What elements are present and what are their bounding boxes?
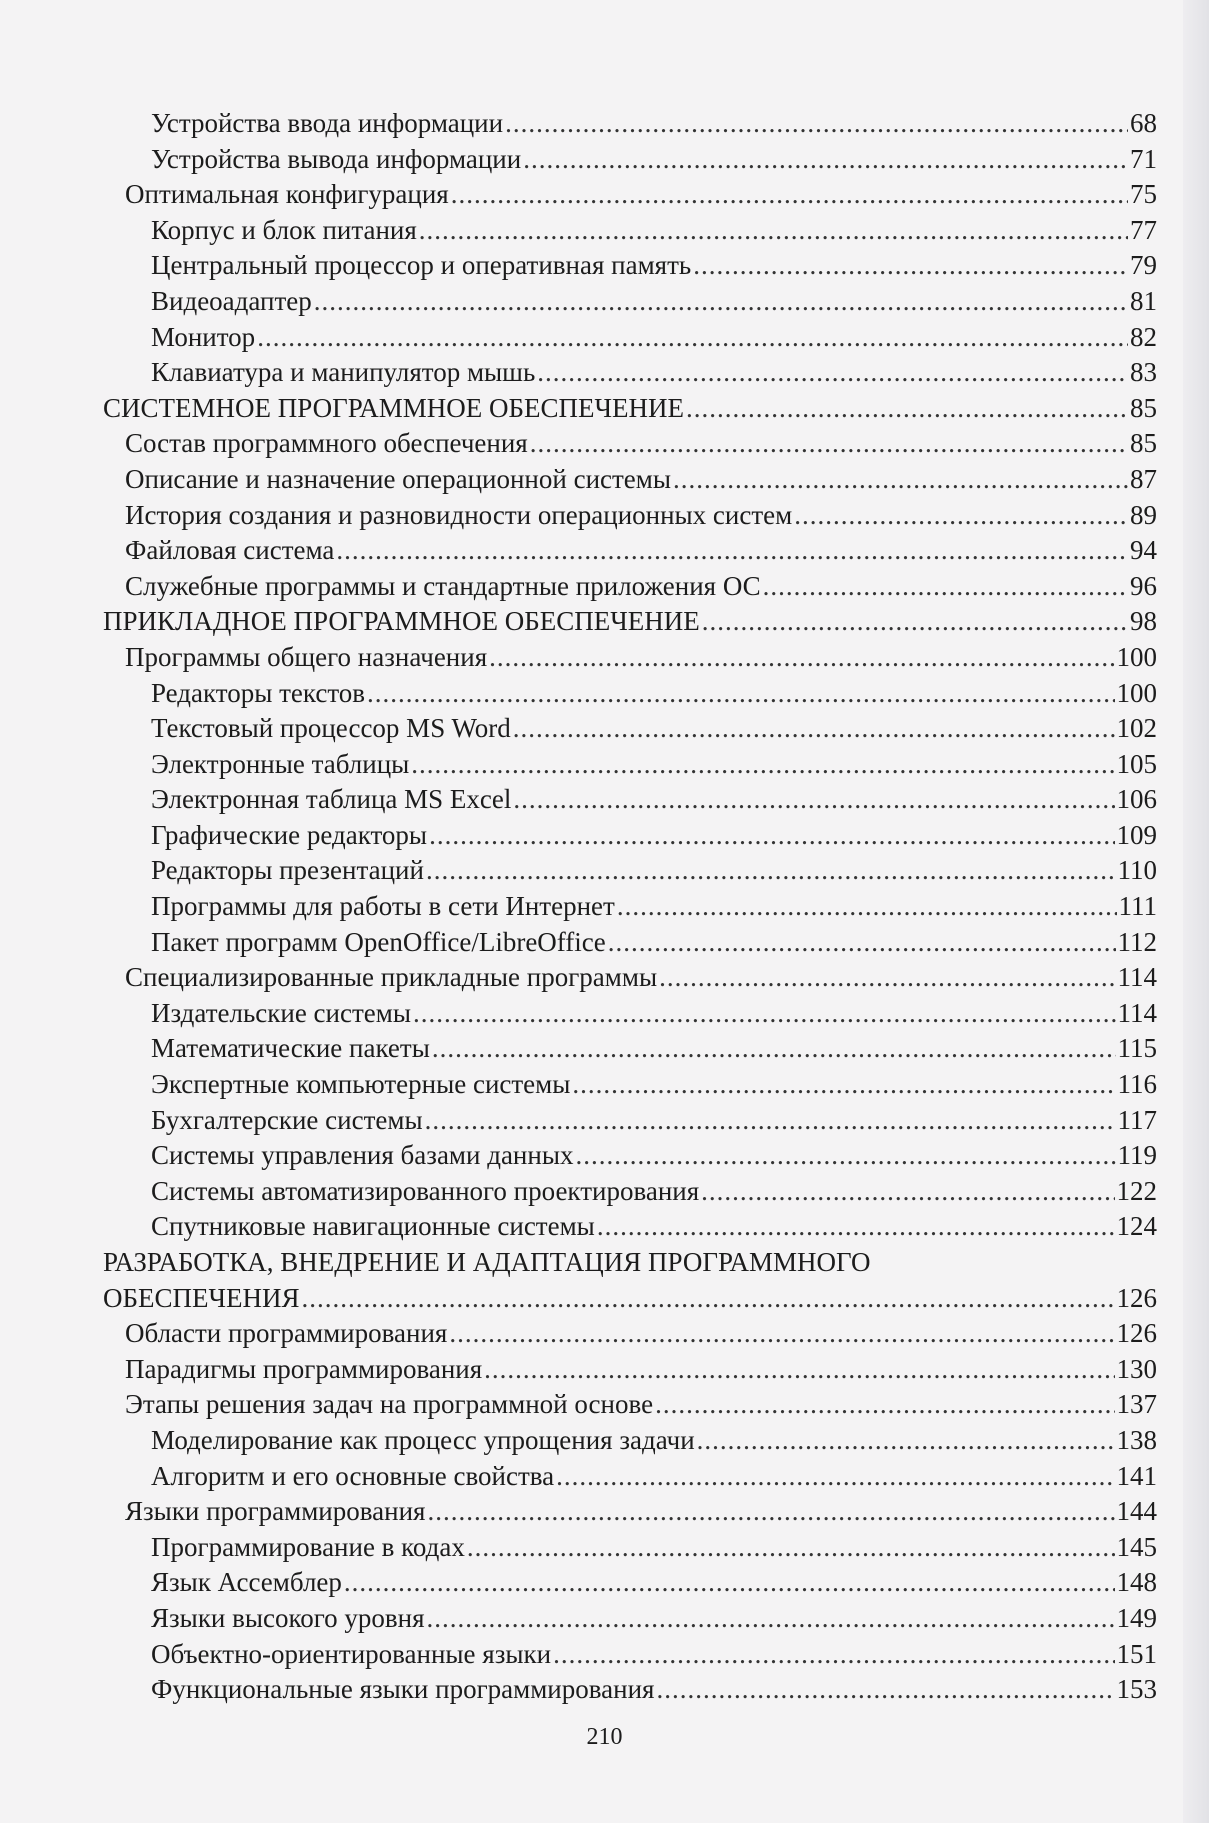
toc-entry-page: 109 — [1116, 819, 1157, 850]
dot-leader — [553, 1637, 1114, 1673]
toc-entry-page: 117 — [1117, 1104, 1157, 1135]
dot-leader — [302, 1281, 1115, 1317]
toc-entry-title: Спутниковые навигационные системы — [151, 1211, 595, 1242]
toc-entry-page: 151 — [1116, 1638, 1157, 1669]
toc-entry — [103, 853, 1157, 889]
toc-entry — [103, 1494, 1157, 1530]
toc-entry-page: 98 — [1130, 606, 1157, 637]
toc-entry-title: Корпус и блок питания — [151, 214, 417, 245]
dot-leader — [467, 1530, 1115, 1566]
table-of-contents — [103, 106, 1157, 1708]
dot-leader — [556, 1459, 1114, 1495]
toc-entry-page: 75 — [1130, 179, 1157, 210]
toc-entry-page: 96 — [1130, 570, 1157, 601]
toc-entry-title: История создания и разновидности операционных систем — [125, 499, 793, 530]
dot-leader — [411, 747, 1114, 783]
toc-entry-page: 105 — [1116, 748, 1157, 779]
toc-entry-page: 85 — [1130, 392, 1157, 423]
dot-leader — [537, 355, 1128, 391]
toc-entry — [103, 569, 1157, 605]
toc-entry-page: 126 — [1116, 1282, 1157, 1313]
dot-leader — [257, 320, 1128, 356]
toc-entry — [103, 640, 1157, 676]
toc-entry — [103, 711, 1157, 747]
toc-entry-title: Электронная таблица MS Excel — [151, 784, 512, 815]
toc-entry-title: Языки программирования — [125, 1496, 426, 1527]
toc-entry — [103, 106, 1157, 142]
toc-entry-title: Служебные программы и стандартные приложения ОС — [125, 570, 761, 601]
dot-leader — [686, 391, 1128, 427]
toc-entry-title: Математические пакеты — [151, 1033, 430, 1064]
dot-leader — [794, 498, 1128, 534]
toc-entry-page: 85 — [1130, 428, 1157, 459]
toc-entry-title: Состав программного обеспечения — [125, 428, 528, 459]
dot-leader — [617, 889, 1117, 925]
toc-entry-page: 122 — [1116, 1175, 1157, 1206]
dot-leader — [432, 1031, 1116, 1067]
toc-entry-title: Издательские системы — [151, 997, 411, 1028]
dot-leader — [701, 1174, 1114, 1210]
toc-entry-page: 124 — [1116, 1211, 1157, 1242]
toc-entry-title: СИСТЕМНОЕ ПРОГРАММНОЕ ОБЕСПЕЧЕНИЕ — [103, 392, 685, 423]
dot-leader — [697, 1423, 1115, 1459]
toc-entry-page: 145 — [1116, 1531, 1157, 1562]
toc-entry — [103, 1423, 1157, 1459]
toc-entry — [103, 1209, 1157, 1245]
dot-leader — [608, 925, 1116, 961]
toc-entry — [103, 925, 1157, 961]
toc-entry-page: 81 — [1130, 285, 1157, 316]
toc-entry — [103, 213, 1157, 249]
toc-entry — [103, 960, 1157, 996]
toc-entry-page: 138 — [1116, 1424, 1157, 1455]
dot-leader — [513, 711, 1115, 747]
toc-entry-page: 130 — [1116, 1353, 1157, 1384]
toc-entry — [103, 676, 1157, 712]
toc-entry-title: Объектно-ориентированные языки — [151, 1638, 552, 1669]
toc-entry — [103, 355, 1157, 391]
toc-entry — [103, 1031, 1157, 1067]
dot-leader — [575, 1138, 1115, 1174]
dot-leader — [426, 853, 1116, 889]
toc-entry — [103, 248, 1157, 284]
toc-entry-title: Программирование в кодах — [151, 1531, 465, 1562]
toc-entry — [103, 1637, 1157, 1673]
toc-entry — [103, 142, 1157, 178]
toc-entry-title: Системы управления базами данных — [151, 1140, 574, 1171]
dot-leader — [314, 284, 1128, 320]
toc-entry-page: 112 — [1117, 926, 1157, 957]
dot-leader — [505, 106, 1128, 142]
toc-entry — [103, 284, 1157, 320]
toc-entry-title: Программы общего назначения — [125, 641, 488, 672]
toc-entry — [103, 426, 1157, 462]
toc-entry-title: Графические редакторы — [151, 819, 428, 850]
toc-entry-title: Системы автоматизированного проектирования — [151, 1175, 700, 1206]
toc-entry-title: Текстовый процессор MS Word — [151, 713, 511, 744]
dot-leader — [656, 1672, 1114, 1708]
toc-entry-page: 82 — [1130, 321, 1157, 352]
toc-entry — [103, 462, 1157, 498]
toc-entry — [103, 996, 1157, 1032]
toc-entry-title: Экспертные компьютерные системы — [151, 1069, 571, 1100]
toc-entry-title: Функциональные языки программирования — [151, 1674, 655, 1705]
toc-entry — [103, 1387, 1157, 1423]
dot-leader — [484, 1352, 1114, 1388]
dot-leader — [429, 818, 1114, 854]
toc-entry-page: 102 — [1116, 713, 1157, 744]
toc-entry-page: 100 — [1116, 641, 1157, 672]
toc-entry — [103, 1103, 1157, 1139]
toc-entry-page: 141 — [1116, 1460, 1157, 1491]
dot-leader — [597, 1209, 1115, 1245]
toc-entry-title: Моделирование как процесс упрощения задачи — [151, 1424, 695, 1455]
toc-entry — [103, 1174, 1157, 1210]
toc-entry — [103, 818, 1157, 854]
toc-entry-page: 100 — [1116, 677, 1157, 708]
toc-entry-page: 114 — [1117, 997, 1157, 1028]
toc-entry — [103, 782, 1157, 818]
toc-entry-page: 153 — [1116, 1674, 1157, 1705]
toc-entry — [103, 1352, 1157, 1388]
toc-entry-title: Электронные таблицы — [151, 748, 410, 779]
toc-entry — [103, 1245, 1157, 1281]
toc-entry-title: Редакторы текстов — [151, 677, 366, 708]
toc-entry-page: 114 — [1117, 962, 1157, 993]
dot-leader — [489, 640, 1114, 676]
toc-entry-title: Языки высокого уровня — [151, 1602, 425, 1633]
toc-entry-page: 94 — [1130, 535, 1157, 566]
toc-entry-title: Области программирования — [125, 1318, 448, 1349]
toc-entry — [103, 1601, 1157, 1637]
toc-entry-title: Бухгалтерские системы — [151, 1104, 423, 1135]
dot-leader — [449, 1316, 1114, 1352]
toc-entry-title: Программы для работы в сети Интернет — [151, 891, 615, 922]
toc-entry-title: Специализированные прикладные программы — [125, 962, 658, 993]
dot-leader — [425, 1103, 1116, 1139]
toc-entry-page: 149 — [1116, 1602, 1157, 1633]
dot-leader — [702, 604, 1128, 640]
dot-leader — [763, 569, 1128, 605]
toc-entry-title: Устройства вывода информации — [151, 143, 522, 174]
toc-entry-page: 126 — [1116, 1318, 1157, 1349]
dot-leader — [413, 996, 1116, 1032]
toc-entry — [103, 1067, 1157, 1103]
toc-entry-page: 106 — [1116, 784, 1157, 815]
dot-leader — [530, 426, 1128, 462]
toc-entry-title: Пакет программ OpenOffice/LibreOffice — [151, 926, 606, 957]
dot-leader — [427, 1601, 1115, 1637]
toc-entry-page: 119 — [1117, 1140, 1157, 1171]
toc-entry — [103, 1565, 1157, 1601]
dot-leader — [673, 462, 1128, 498]
toc-entry — [103, 498, 1157, 534]
dot-leader — [344, 1565, 1115, 1601]
toc-entry-title: ОБЕСПЕЧЕНИЯ — [103, 1282, 300, 1313]
toc-entry — [103, 533, 1157, 569]
toc-entry-page: 87 — [1130, 463, 1157, 494]
toc-entry-title: Язык Ассемблер — [151, 1567, 342, 1598]
toc-entry-page: 79 — [1130, 250, 1157, 281]
dot-leader — [367, 676, 1114, 712]
toc-entry-page: 115 — [1117, 1033, 1157, 1064]
page-edge-shadow — [1183, 0, 1209, 1823]
toc-entry-page: 77 — [1130, 214, 1157, 245]
toc-entry — [103, 1459, 1157, 1495]
toc-entry-title: Алгоритм и его основные свойства — [151, 1460, 555, 1491]
toc-entry — [103, 1672, 1157, 1708]
dot-leader — [336, 533, 1128, 569]
toc-entry-page: 116 — [1117, 1069, 1157, 1100]
toc-entry-page: 148 — [1116, 1567, 1157, 1598]
toc-entry-title: Парадигмы программирования — [125, 1353, 483, 1384]
toc-entry-page: 137 — [1116, 1389, 1157, 1420]
dot-leader — [427, 1494, 1114, 1530]
toc-entry — [103, 320, 1157, 356]
toc-entry-page: 89 — [1130, 499, 1157, 530]
toc-entry-page: 144 — [1116, 1496, 1157, 1527]
dot-leader — [572, 1067, 1115, 1103]
toc-entry — [103, 1281, 1157, 1317]
toc-entry-title: Монитор — [151, 321, 256, 352]
toc-entry — [103, 1138, 1157, 1174]
dot-leader — [513, 782, 1114, 818]
toc-entry-title: Файловая система — [125, 535, 335, 566]
toc-entry-title: Редакторы презентаций — [151, 855, 424, 886]
dot-leader — [523, 142, 1128, 178]
toc-entry-page: 68 — [1130, 108, 1157, 138]
toc-entry-title: Центральный процессор и оперативная память — [151, 250, 692, 281]
toc-entry-title: Клавиатура и манипулятор мышь — [151, 357, 536, 388]
toc-entry — [103, 1530, 1157, 1566]
toc-entry — [103, 747, 1157, 783]
toc-entry-title: Устройства ввода информации — [151, 108, 504, 138]
toc-entry-page: 110 — [1117, 855, 1157, 886]
toc-entry-title: ПРИКЛАДНОЕ ПРОГРАММНОЕ ОБЕСПЕЧЕНИЕ — [103, 606, 700, 637]
dot-leader — [659, 960, 1115, 996]
toc-entry — [103, 1316, 1157, 1352]
toc-entry-title: Описание и назначение операционной системы — [125, 463, 672, 494]
dot-leader — [451, 177, 1128, 213]
toc-entry-title: Этапы решения задач на программной основе — [125, 1389, 654, 1420]
toc-entry-title: Оптимальная конфигурация — [125, 179, 449, 210]
toc-entry — [103, 391, 1157, 427]
toc-entry — [103, 177, 1157, 213]
dot-leader — [655, 1387, 1114, 1423]
dot-leader — [419, 213, 1128, 249]
toc-entry-page: 111 — [1118, 891, 1157, 922]
toc-entry-page: 83 — [1130, 357, 1157, 388]
toc-entry-title: Видеоадаптер — [151, 285, 312, 316]
dot-leader — [693, 248, 1128, 284]
toc-entry-title: РАЗРАБОТКА, ВНЕДРЕНИЕ И АДАПТАЦИЯ ПРОГРАММНОГО — [103, 1247, 871, 1277]
toc-entry — [103, 889, 1157, 925]
toc-entry-page: 71 — [1130, 143, 1157, 174]
page-number: 210 — [586, 1724, 623, 1750]
toc-entry — [103, 604, 1157, 640]
